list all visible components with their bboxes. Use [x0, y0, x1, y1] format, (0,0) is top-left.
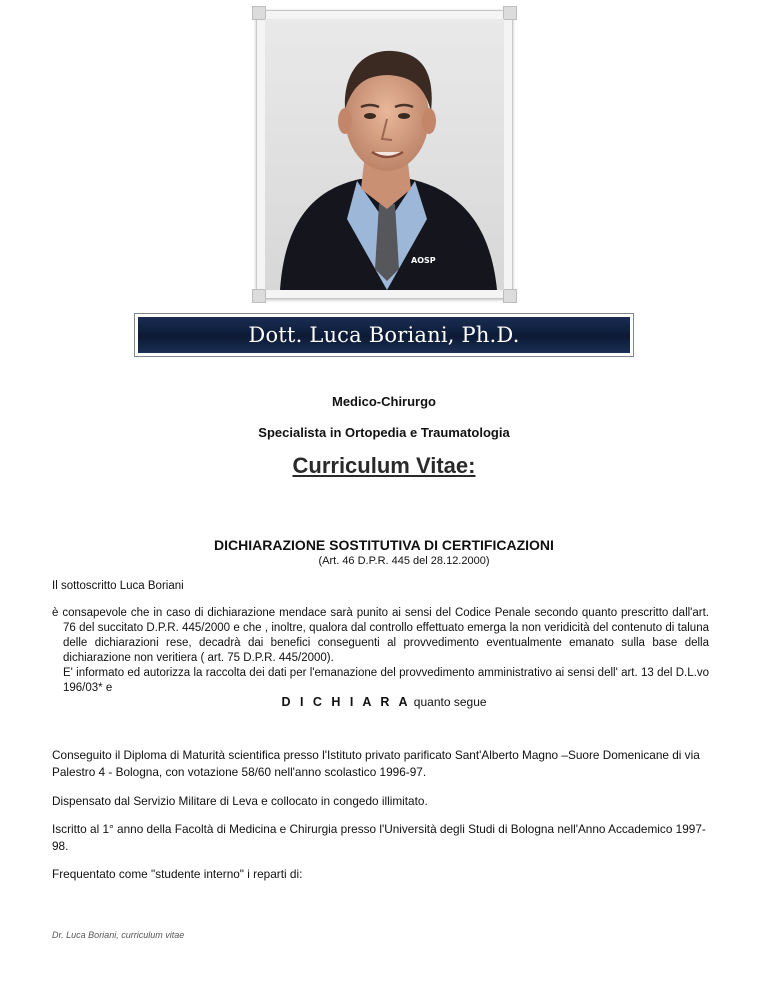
declaration-reference: (Art. 46 D.P.R. 445 del 28.12.2000): [318, 555, 490, 567]
person-name: Dott. Luca Boriani, Ph.D.: [248, 323, 520, 347]
name-banner: [134, 313, 634, 357]
frame-corner: [503, 289, 517, 303]
body-paragraph-diploma: Conseguito il Diploma di Maturità scientifica presso l'Istituto privato parificato Sant'Alberto Magno –Suore Domenicane di via Palestro 4 - Bologna, con votazione 58/60 nell'anno scolastico 1996-97.: [52, 748, 700, 779]
name-banner-inner: [138, 317, 630, 353]
page-footer: Dr. Luca Boriani, curriculum vitae: [52, 930, 185, 940]
undersigned-line: Il sottoscritto Luca Boriani: [52, 580, 184, 592]
declares-word: D I C H I A R A: [281, 695, 411, 709]
body-paragraph-military: Dispensato dal Servizio Militare di Leva e collocato in congedo illimitato.: [52, 794, 428, 808]
frame-corner: [252, 289, 266, 303]
declaration-title: DICHIARAZIONE SOSTITUTIVA DI CERTIFICAZIONI: [214, 537, 554, 553]
declaration-statement: [52, 606, 709, 696]
profile-photo: [265, 19, 504, 290]
profile-photo-frame: [256, 10, 513, 299]
frame-corner: [252, 6, 266, 20]
jacket-badge-text: AOSP: [411, 256, 436, 265]
body-paragraph-enrollment: Iscritto al 1° anno della Facoltà di Medicina e Chirurgia presso l'Università degli Studi di Bologna nell'Anno Accademico 1997-98.: [52, 822, 706, 853]
frame-corner: [503, 6, 517, 20]
specialty-subtitle: Specialista in Ortopedia e Traumatologia: [258, 425, 510, 440]
body-paragraph-internship: Frequentato come "studente interno" i reparti di:: [52, 867, 303, 881]
declares-rest: quanto segue: [410, 695, 487, 709]
declaration-statement-1: è consapevole che in caso di dichiarazione mendace sarà punito ai sensi del Codice Penale secondo quanto prescritto dall'art. 76 del succitato D.P.R. 445/2000 e che , inoltre, qualora dal controllo effettuato emerga la non veridicità del contenuto di taluna delle dichiarazioni rese, decadrà dai benefici conseguenti al provvedimento eventualmente emanato sulla base della dichiarazione non veritiera ( art. 75 D.P.R. 445/2000).: [52, 607, 709, 664]
cv-title: Curriculum Vitae:: [292, 453, 476, 478]
declares-line: [0, 695, 768, 709]
declaration-statement-2: E' informato ed autorizza la raccolta dei dati per l'emanazione del provvedimento amministrativo ai sensi dell' art. 13 del D.L.vo 196/03* e: [63, 667, 709, 694]
role-subtitle: Medico-Chirurgo: [332, 394, 436, 409]
